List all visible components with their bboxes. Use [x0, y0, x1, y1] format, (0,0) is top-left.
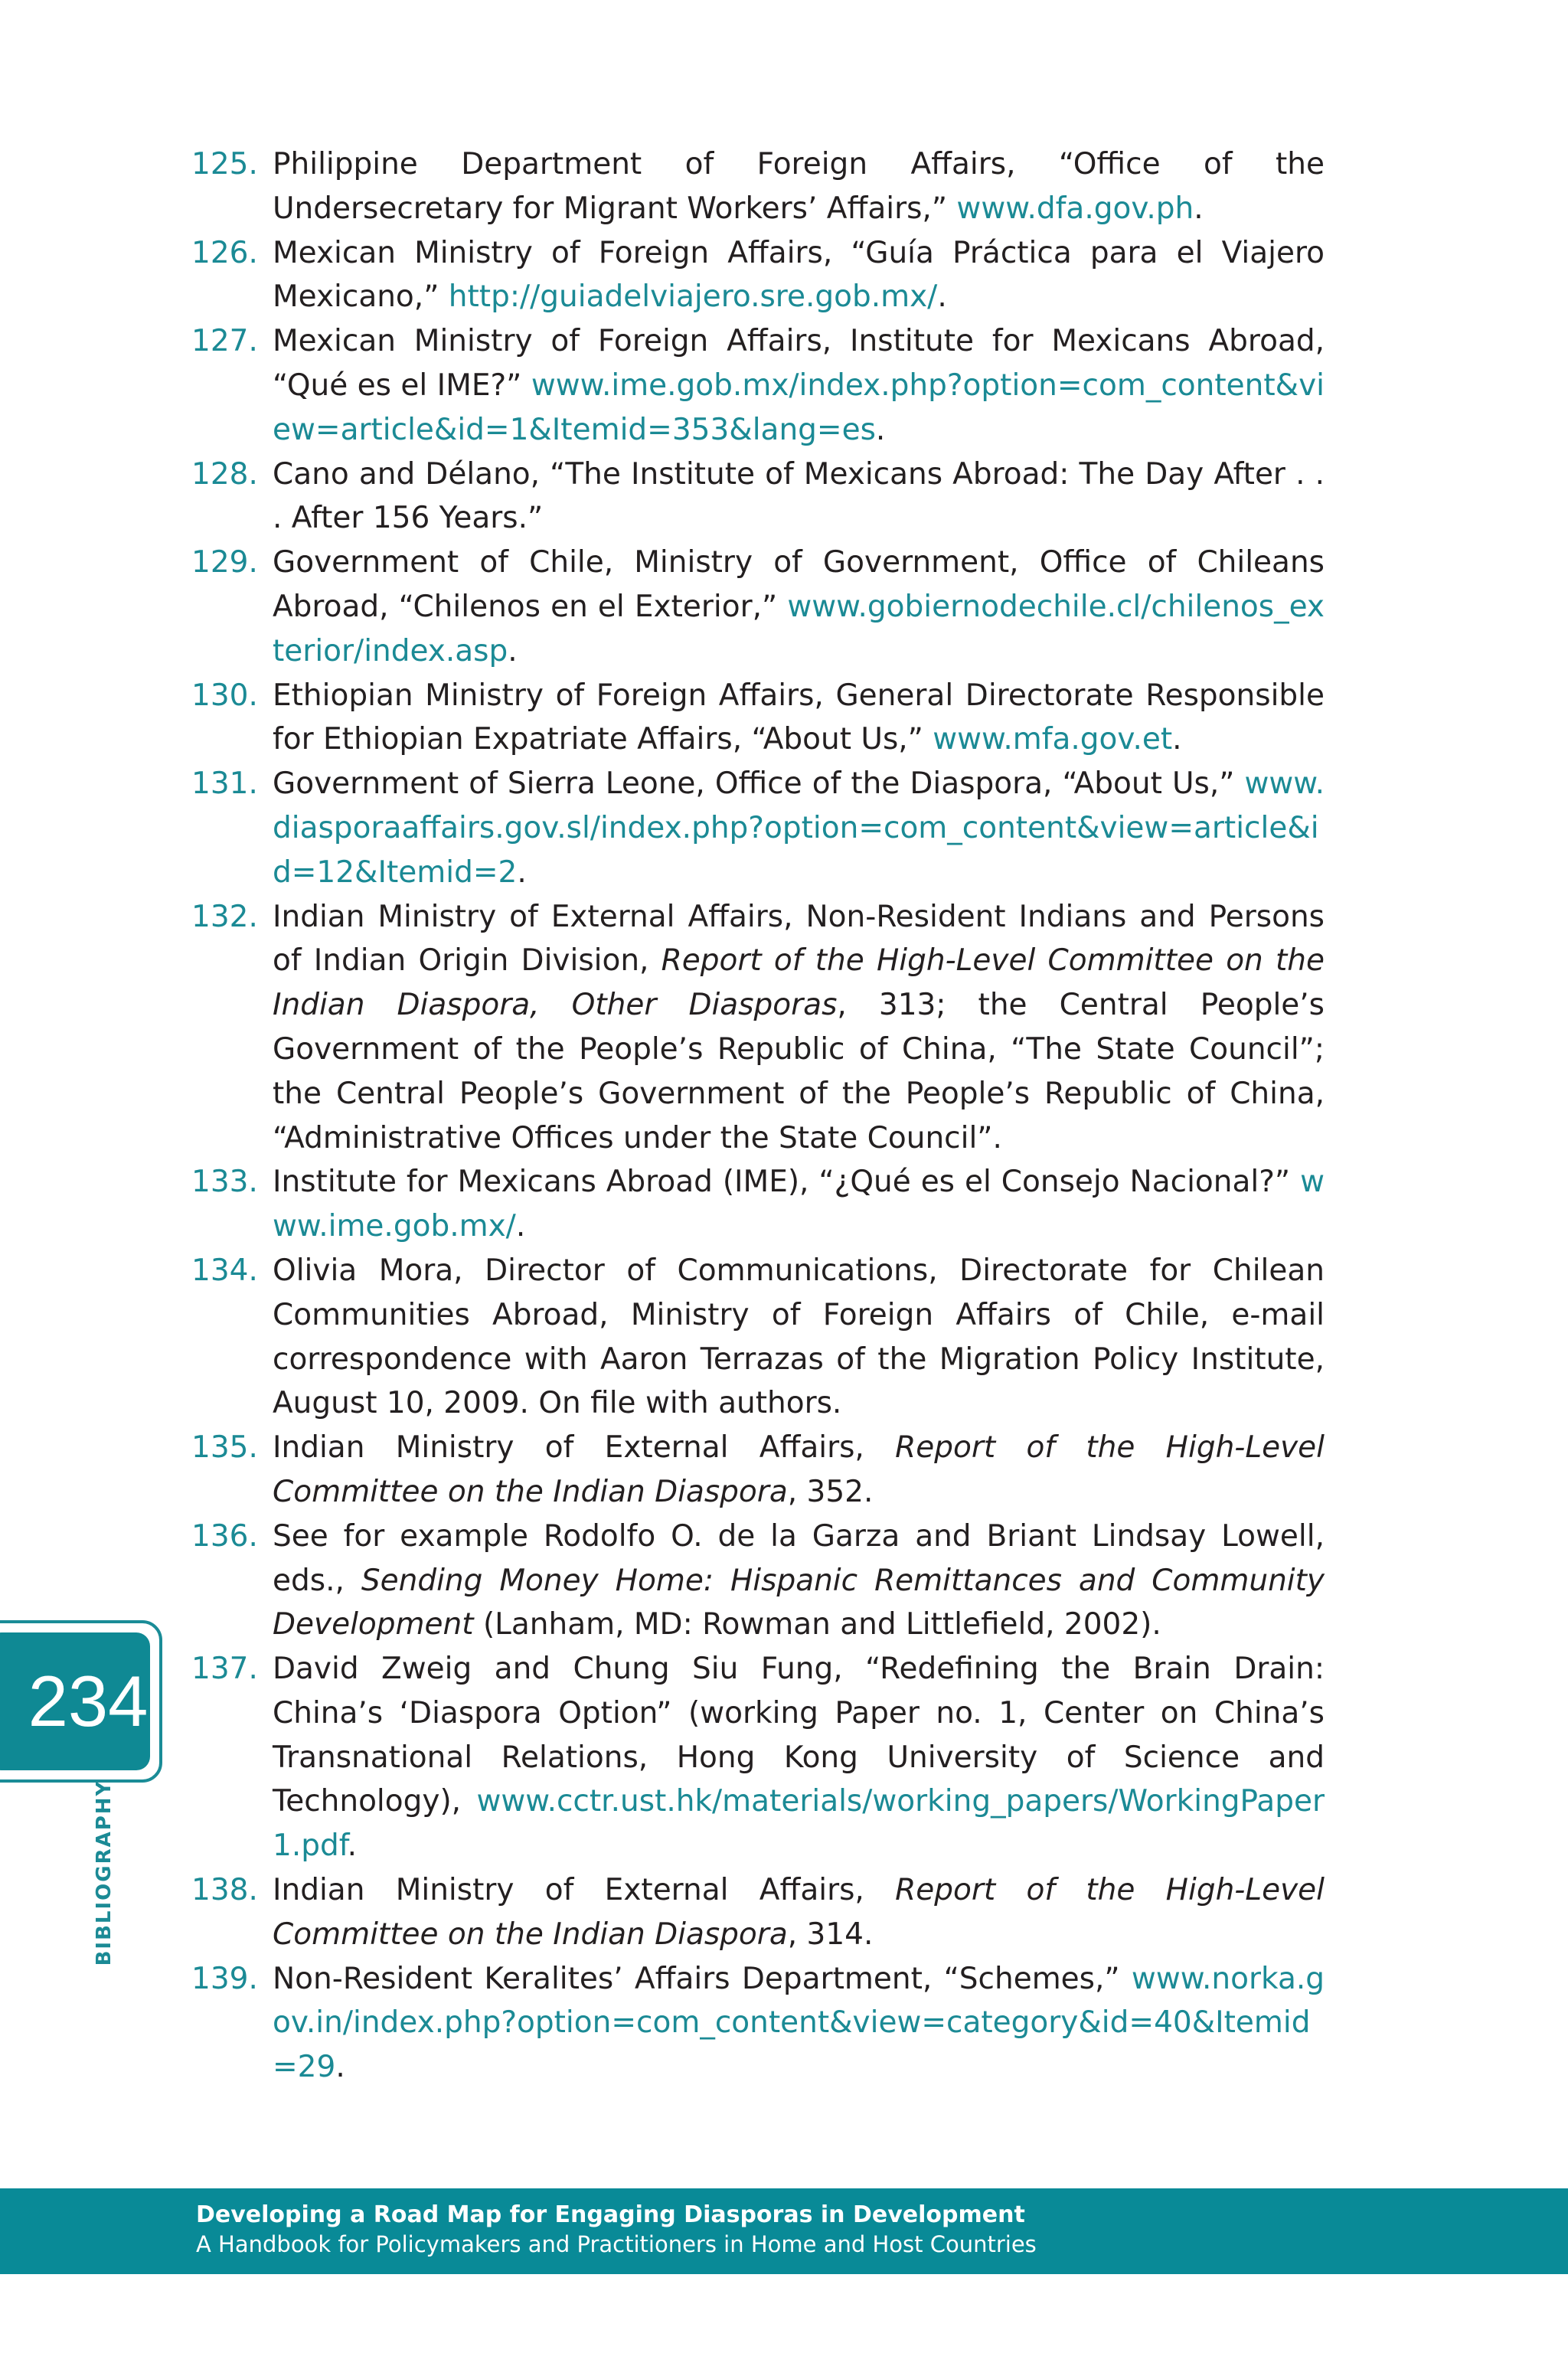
page-number: 234: [28, 1661, 149, 1741]
note-title-italic: Report of the High-Level Committee on the Indian Diaspora: [273, 1430, 1325, 1509]
note-text: Olivia Mora, Director of Communications, Directorate for Chilean Communities Abroad, Ministry of Foreign Affairs of Chile, e-mail correspondence with Aaron Terrazas of the Migration Policy Institute, August 10, 2009. On file with authors.: [273, 1253, 1325, 1421]
note-number: 131.: [191, 766, 258, 802]
note-text-end: .: [347, 1828, 358, 1864]
note-number: 139.: [191, 1961, 258, 1996]
footer-book-subtitle: A Handbook for Policymakers and Practitioners in Home and Host Countries: [196, 2231, 1037, 2257]
note-text: David Zweig and Chung Siu Fung, “Redefining the Brain Drain: China’s ‘Diaspora Option” (working Paper no. 1, Center on China’s Transnational Relations, Hong Kong University of Science and Technology),: [273, 1652, 1325, 1819]
note-link[interactable]: http://guiadelviajero.sre.gob.mx/: [448, 279, 938, 315]
footer-band: [0, 2188, 1568, 2274]
note-title-italic: Report of the High-Level Committee on the Indian Diaspora: [273, 1873, 1325, 1952]
note-number: 136.: [191, 1518, 258, 1554]
note-link[interactable]: www.cctr.ust.hk/materials/working_papers/WorkingPaper1.pdf: [273, 1784, 1325, 1864]
note-text: Indian Ministry of External Affairs,: [273, 1430, 896, 1466]
note-text-end: .: [335, 2050, 345, 2085]
note-text-end: .: [875, 412, 886, 447]
note-number: 128.: [191, 456, 258, 492]
note-link[interactable]: www.ime.gob.mx/: [273, 1165, 1325, 1244]
note-link[interactable]: www.ime.gob.mx/index.php?option=com_content&view=article&id=1&Itemid=353&lang=es: [273, 368, 1325, 447]
note-text: Government of Sierra Leone, Office of the Diaspora, “About Us,”: [273, 766, 1245, 802]
note-number: 138.: [191, 1873, 258, 1908]
note-text-end: , 313; the Central People’s Government of the People’s Republic of China, “The State Council”; the Central People’s Government of the People’s Republic of China, “Administrative Offices under the State Council”.: [273, 988, 1325, 1155]
note-title-italic: Sending Money Home: Hispanic Remittances and Community Development: [273, 1563, 1325, 1642]
note-text: Non-Resident Keralites’ Affairs Department, “Schemes,”: [273, 1961, 1132, 1996]
note-text-end: .: [508, 633, 518, 668]
note-text: Government of Chile, Ministry of Government, Office of Chileans Abroad, “Chilenos en el Exterior,”: [273, 545, 1325, 624]
section-label: BIBLIOGRAPHY: [93, 1779, 116, 1966]
note-text: See for example Rodolfo O. de la Garza and Briant Lindsay Lowell, eds.,: [273, 1518, 1325, 1598]
note-text: Mexican Ministry of Foreign Affairs, “Guía Práctica para el Viajero Mexicano,”: [273, 235, 1325, 315]
note-link[interactable]: www.gobiernodechile.cl/chilenos_exterior/index.asp: [273, 589, 1325, 668]
note-text-end: .: [1194, 191, 1204, 226]
note-title-italic: Report of the High-Level Committee on the Indian Diaspora, Other Diasporas: [273, 943, 1325, 1023]
note-link[interactable]: www.mfa.gov.et: [933, 722, 1173, 757]
endnote-136: [191, 1515, 1325, 1647]
endnote-129: [191, 541, 1325, 673]
note-number: 137.: [191, 1652, 258, 1687]
endnotes-list: [191, 142, 1325, 2090]
note-text-end: , 352.: [787, 1474, 874, 1509]
endnote-128: [191, 453, 1325, 541]
note-text: Indian Ministry of External Affairs, Non-Resident Indians and Persons of Indian Origin Division,: [273, 899, 1325, 979]
footer-book-title: Developing a Road Map for Engaging Diasporas in Development: [196, 2201, 1025, 2228]
endnote-131: [191, 762, 1325, 894]
endnote-127: [191, 319, 1325, 452]
note-text: Ethiopian Ministry of Foreign Affairs, General Directorate Responsible for Ethiopian Expatriate Affairs, “About Us,”: [273, 678, 1325, 757]
note-text: Mexican Ministry of Foreign Affairs, Institute for Mexicans Abroad, “Qué es el IME?”: [273, 324, 1325, 403]
note-text-end: .: [1172, 722, 1182, 757]
endnote-135: [191, 1426, 1325, 1515]
endnote-130: [191, 674, 1325, 763]
endnote-133: [191, 1160, 1325, 1249]
note-text-end: .: [515, 1209, 526, 1244]
note-text: Cano and Délano, “The Institute of Mexicans Abroad: The Day After . . . After 156 Years.”: [273, 456, 1325, 536]
note-text-end: , 314.: [787, 1917, 874, 1952]
note-number: 127.: [191, 324, 258, 359]
note-number: 133.: [191, 1165, 258, 1200]
note-text-end: .: [517, 855, 527, 890]
endnote-137: [191, 1647, 1325, 1868]
note-text-end: .: [937, 279, 947, 315]
note-number: 125.: [191, 147, 258, 181]
note-text: Institute for Mexicans Abroad (IME), “¿Qué es el Consejo Nacional?”: [273, 1165, 1301, 1200]
endnote-138: [191, 1868, 1325, 1957]
note-number: 134.: [191, 1253, 258, 1288]
note-number: 126.: [191, 235, 258, 270]
note-number: 129.: [191, 545, 258, 580]
note-number: 132.: [191, 899, 258, 934]
endnote-134: [191, 1249, 1325, 1426]
endnote-139: [191, 1957, 1325, 2090]
note-number: 130.: [191, 678, 258, 713]
endnote-126: [191, 231, 1325, 320]
note-text: Philippine Department of Foreign Affairs, “Office of the Undersecretary for Migrant Workers’ Affairs,”: [273, 147, 1325, 226]
endnote-125: [191, 142, 1325, 231]
note-link[interactable]: www.dfa.gov.ph: [956, 191, 1194, 226]
endnote-132: [191, 895, 1325, 1161]
note-text-end: (Lanham, MD: Rowman and Littlefield, 2002).: [473, 1607, 1161, 1642]
note-link[interactable]: www.diasporaaffairs.gov.sl/index.php?option=com_content&view=article&id=12&Itemid=2: [273, 766, 1325, 890]
note-number: 135.: [191, 1430, 258, 1466]
note-link[interactable]: www.norka.gov.in/index.php?option=com_content&view=category&id=40&Itemid=29: [273, 1961, 1325, 2085]
note-text: Indian Ministry of External Affairs,: [273, 1873, 896, 1908]
